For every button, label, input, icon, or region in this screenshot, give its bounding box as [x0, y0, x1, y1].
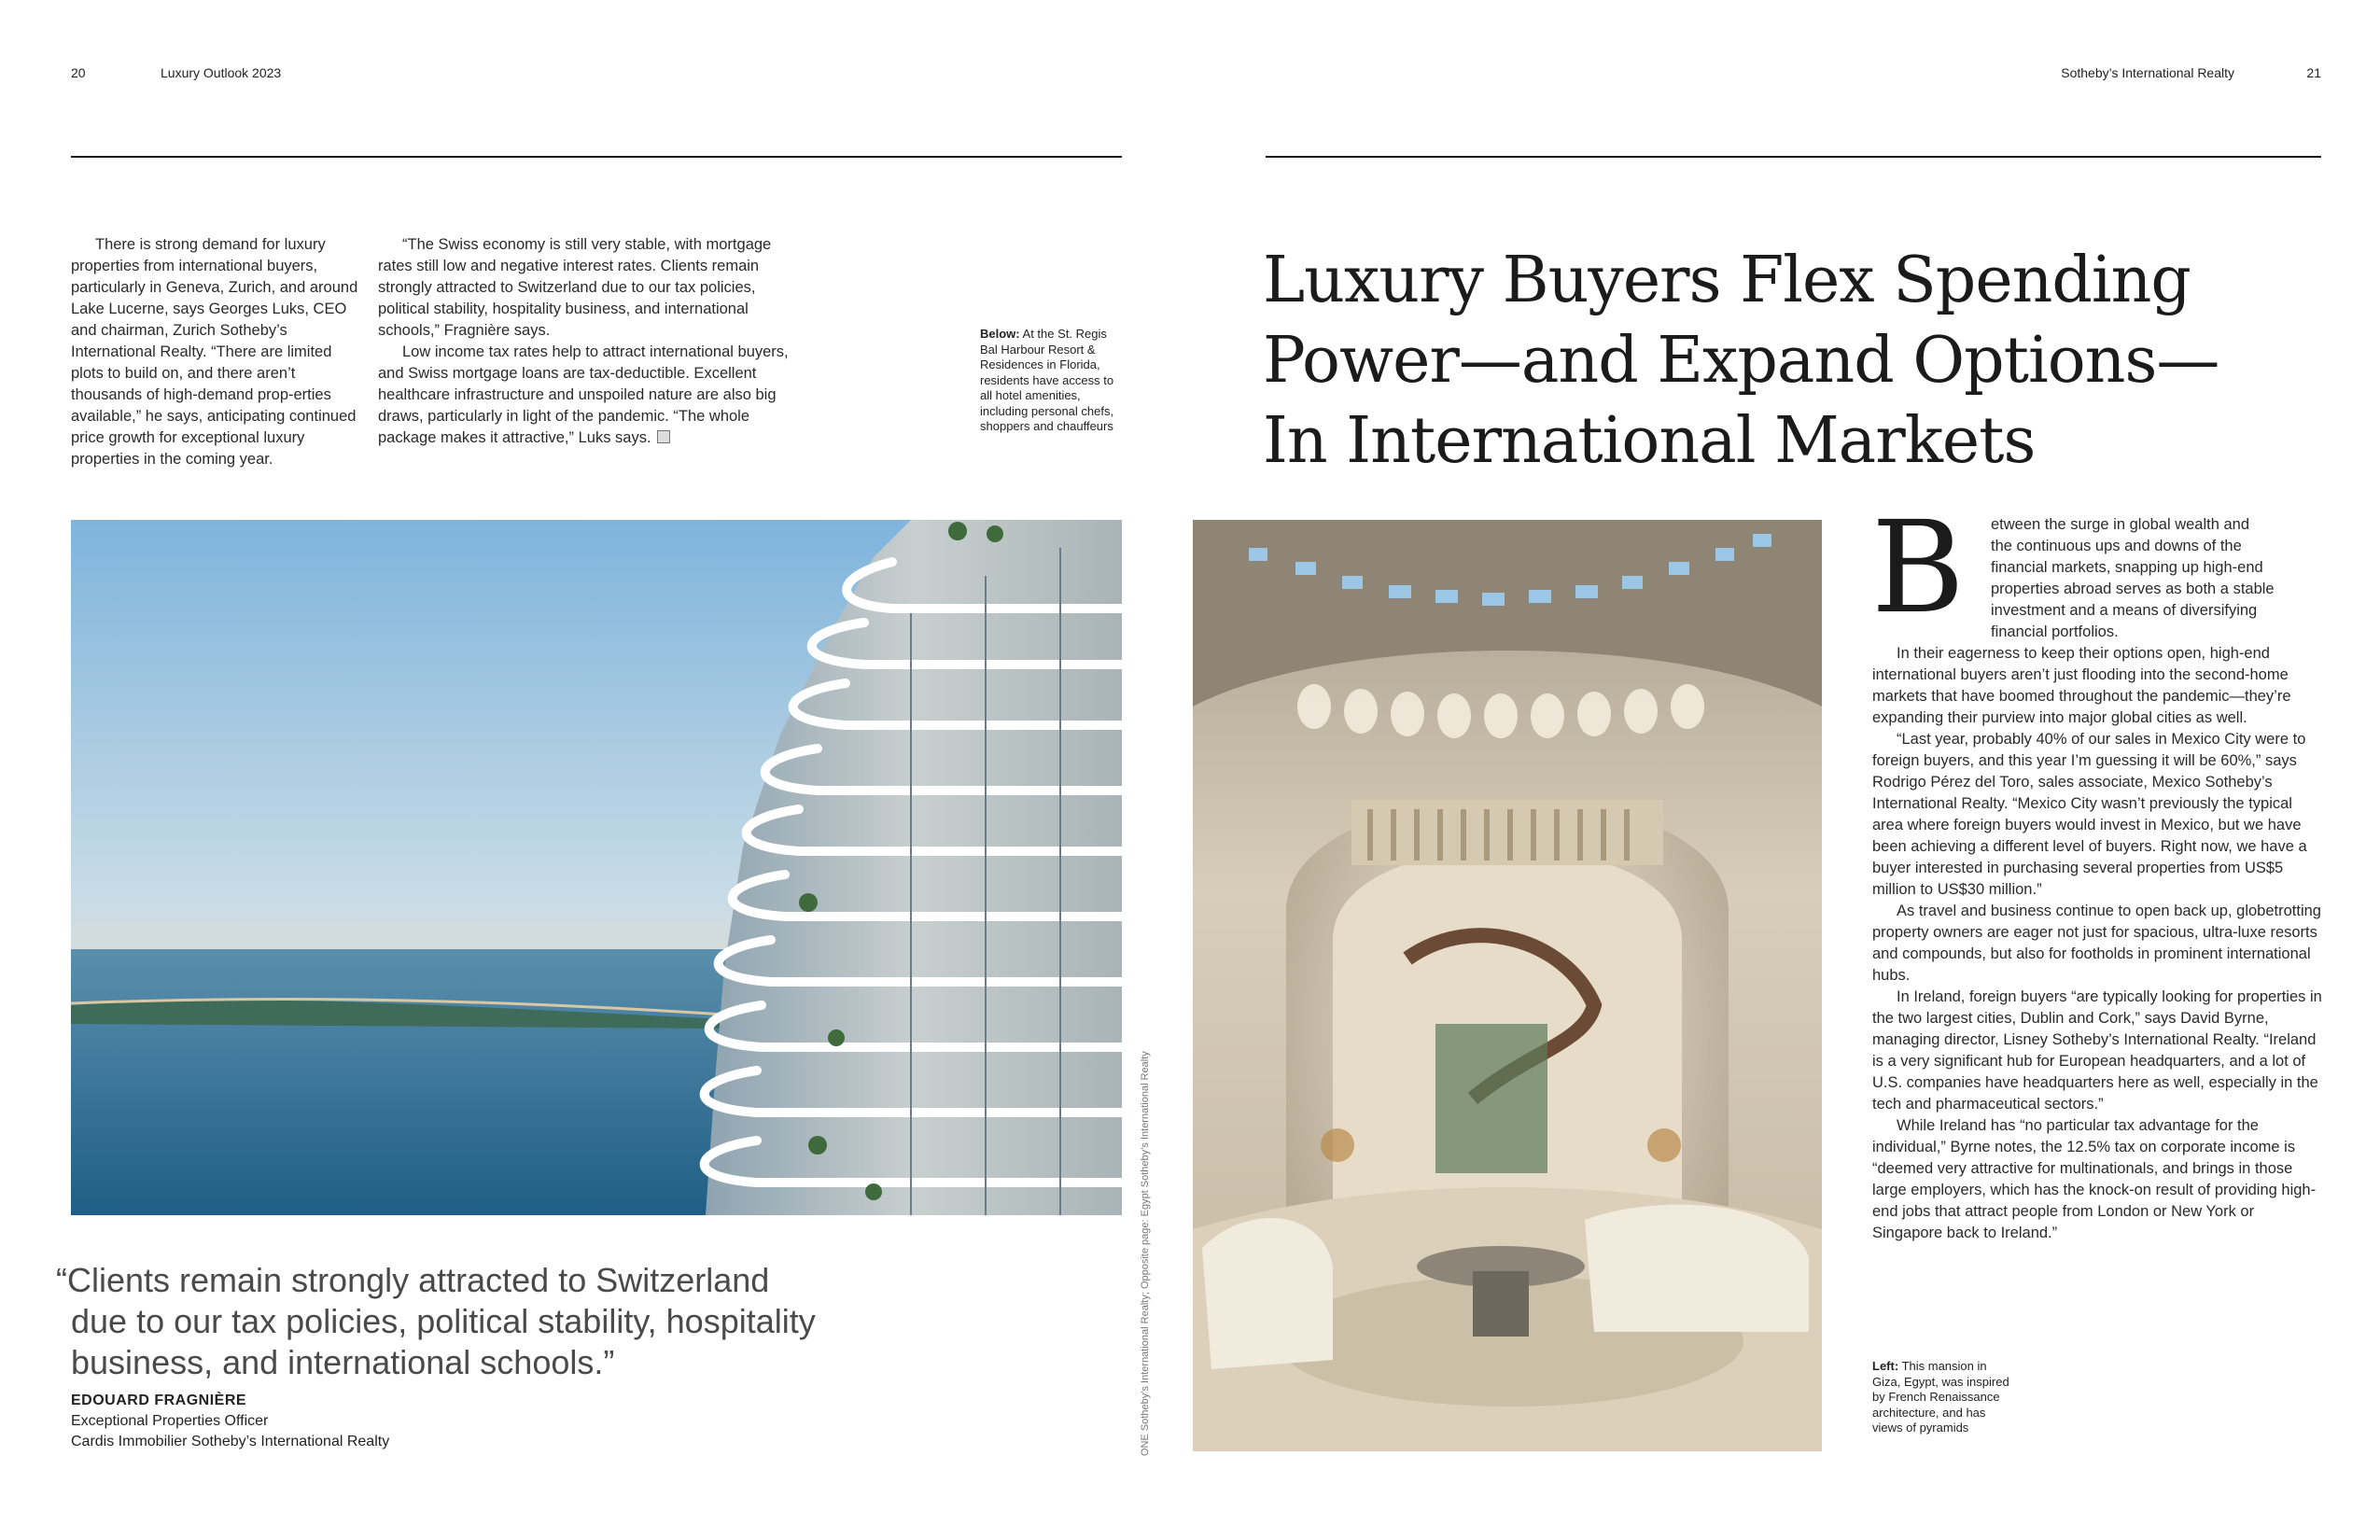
- intro-line: financial portfolios.: [1991, 623, 2119, 640]
- attribution-company: Cardis Immobilier Sotheby’s International Realty: [71, 1434, 390, 1449]
- waterfront-tower-illustration: [71, 520, 1122, 1215]
- headline-line: Power—and Expand Options—: [1263, 324, 2219, 398]
- right-page-number: 21: [2306, 65, 2321, 80]
- left-body-column-2: [378, 234, 807, 449]
- mansion-interior-illustration: [1193, 520, 1822, 1451]
- attribution-name: EDOUARD FRAGNIÈRE: [71, 1393, 247, 1408]
- intro-line: investment and a means of diversifying: [1991, 602, 2258, 619]
- article-intro: [1991, 514, 2327, 643]
- body-paragraph: There is strong demand for luxury properties from international buyers, particularly in Geneva, Zurich, and around Lake Lucerne, says Georges Luks, CEO and chairman, Zurich Sotheby’s International Realty. “There are limited plots to build on, and there aren’t thousands of high-demand prop-erties available,” he says, anticipating continued price growth for exceptional luxury properties in the coming year.: [71, 236, 358, 468]
- pull-quote: [56, 1260, 816, 1383]
- photo-credit: ONE Sotheby’s International Realty; Opposite page: Egypt Sotheby’s International Realty: [1140, 1051, 1151, 1456]
- left-body-column-1: [71, 234, 358, 470]
- body-paragraph: “Last year, probably 40% of our sales in Mexico City were to foreign buyers, and this year I’m guessing it will be 60%,” says Rodrigo Pérez del Toro, sales associate, Mexico Sotheby’s International Realty. “Mexico City wasn’t previously the typical area where foreign buyers would invest in Mexico, but we have been achieving a different level of buyers. Right now, we have a buyer interested in purchasing several properties from US$5 million to US$30 million.”: [1872, 731, 2307, 898]
- article-body: [1872, 643, 2326, 1244]
- pull-quote-line: due to our tax policies, political stability, hospitality: [71, 1302, 816, 1340]
- left-header-rule: [71, 156, 1122, 158]
- body-paragraph: While Ireland has “no particular tax advantage for the individual,” Byrne notes, the 12.5% tax on corporate income is “deemed very attractive for multinationals, and brings in those large employers, which has the knock-on result of providing high-end jobs that attract people from London or New York or Singapore back to Ireland.”: [1872, 1117, 2317, 1241]
- body-paragraph: In Ireland, foreign buyers “are typically looking for properties in the two largest cities, Dublin and Cork,” says David Byrne, managing director, Lisney Sotheby’s International Realty. “Ireland is a very significant hub for European headquarters, and a lot of U.S. companies have headquarters here as well, especially in the tech and pharmaceutical sectors.”: [1872, 988, 2322, 1113]
- caption-label: Left:: [1872, 1359, 1899, 1373]
- intro-line: the continuous ups and downs of the: [1991, 538, 2242, 554]
- body-paragraph: “The Swiss economy is still very stable, with mortgage rates still low and negative interest rates. Clients remain strongly attracted to Switzerland due to our tax policies, political stability, hospitality business, and international schools,” Fragnière says.: [378, 236, 772, 339]
- caption-text: At the St. Regis Bal Harbour Resort & Residences in Florida, residents have access to all hotel amenities, including personal chefs, shoppers and chauffeurs: [980, 327, 1114, 433]
- body-paragraph: Low income tax rates help to attract international buyers, and Swiss mortgage loans are tax-deductible. Excellent healthcare infrastructure and unspoiled nature are also big draws, particularly in light of the pandemic. “The whole package makes it attractive,” Luks says.: [378, 343, 789, 446]
- drop-cap: B: [1871, 495, 1965, 642]
- intro-line: properties abroad serves as both a stable: [1991, 581, 2275, 597]
- left-photo-caption: [980, 327, 1120, 435]
- body-paragraph: In their eagerness to keep their options open, high-end international buyers aren’t just flooding into the second-home markets that have boomed throughout the pandemic—they’re expanding their purview into major global cities as well.: [1872, 645, 2291, 726]
- caption-label: Below:: [980, 327, 1020, 341]
- caption-text: This mansion in Giza, Egypt, was inspired by French Renaissance architecture, and has views of pyramids: [1872, 1359, 2009, 1435]
- intro-line: etween the surge in global wealth and: [1991, 516, 2250, 533]
- waterfront-tower-photo: [71, 520, 1122, 1215]
- article-headline: [1263, 241, 2219, 482]
- right-brand-name: Sotheby’s International Realty: [2061, 65, 2234, 80]
- headline-line: Luxury Buyers Flex Spending: [1263, 244, 2191, 317]
- end-of-article-icon: [657, 430, 670, 443]
- pull-quote-line: “Clients remain strongly attracted to Switzerland: [56, 1261, 770, 1299]
- right-header-rule: [1266, 156, 2321, 158]
- headline-line: In International Markets: [1263, 404, 2036, 478]
- intro-line: financial markets, snapping up high-end: [1991, 559, 2263, 576]
- left-page-number: 20: [71, 65, 86, 80]
- pull-quote-attribution: [71, 1391, 389, 1452]
- attribution-title: Exceptional Properties Officer: [71, 1413, 269, 1429]
- body-paragraph: As travel and business continue to open back up, globetrotting property owners are eager not just for spacious, ultra-luxe resorts and compounds, but also for footholds in prominent international hubs.: [1872, 903, 2321, 984]
- right-photo-caption: [1872, 1359, 2012, 1436]
- pull-quote-line: business, and international schools.”: [71, 1343, 615, 1381]
- left-publication-title: Luxury Outlook 2023: [161, 65, 282, 80]
- mansion-interior-photo: [1193, 520, 1822, 1451]
